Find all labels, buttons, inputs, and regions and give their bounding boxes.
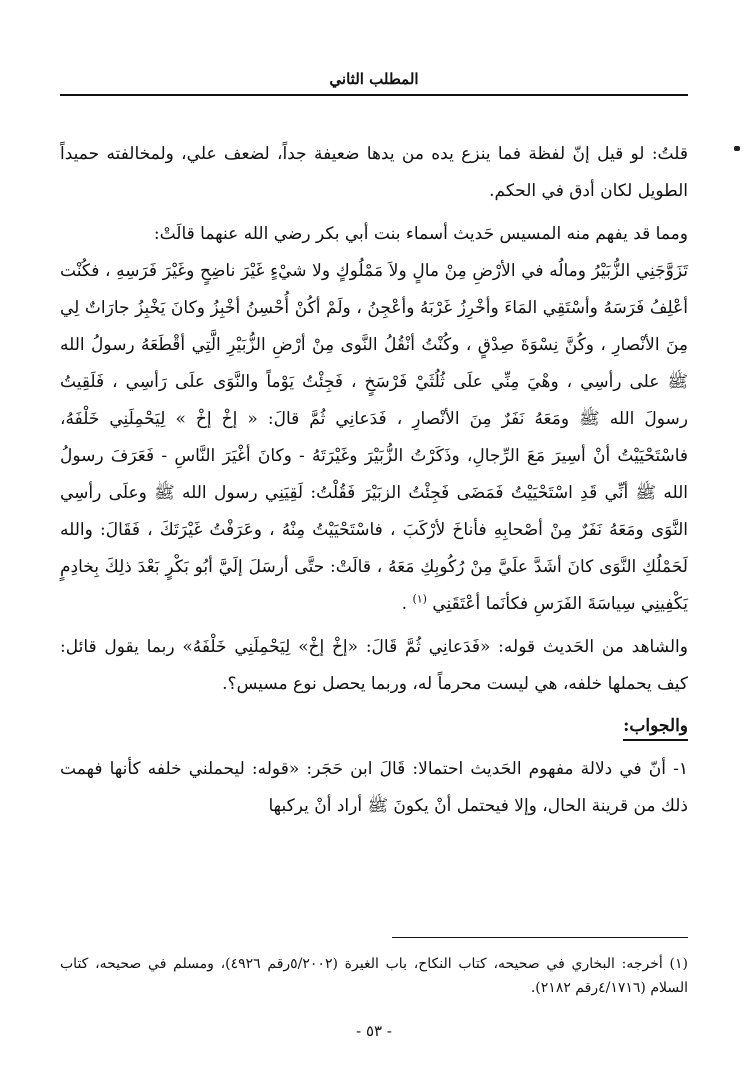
running-header-title: المطلب الثاني: [329, 70, 419, 88]
paragraph-answer-1: ١- أنّ في دلالة مفهوم الحَديث احتمالا: قَالَ ابن حَجَر: «قوله: ليحملني خلفه كأنها فهمت ذلك من قرينة الحال، وإلا فيحتمل أنْ يكونَ ﷺ أراد أنْ يركبها: [60, 759, 688, 816]
paragraph-hadith-intro: ومما قد يفهم منه المسيس حَديث أسماء بنت أبي بكر رضي الله عنهما قالَتْ:: [153, 224, 688, 244]
body-text: [60, 136, 688, 825]
header-rule: [60, 94, 688, 96]
paragraph-evidence: والشاهد من الحَديث قوله: «فَدَعانِي ثُمَّ قَالَ: «إخْ إخْ» لِيَحْمِلَنِي خَلْفَهُ» ربما يقول قائل: كيف يحملها خلفه، هي ليست محرماً له، وربما يحصل نوع مسيس؟.: [60, 637, 688, 694]
page-number: - ٥٣ -: [356, 1022, 392, 1040]
footnote-text: (١) أخرجه: البخاري في صحيحه، كتاب النكاح، باب الغيرة (٥/٢٠٠٢رقم ٤٩٢٦)، ومسلم في صحيحه، كتاب السلام (٤/١٧١٦رقم ٢١٨٢).: [60, 956, 688, 996]
margin-mark: [734, 146, 740, 151]
answer-heading-wrap: [60, 703, 688, 751]
hadith-quote: تَزَوَّجَنِي الزُّبَيْرُ ومالُه في الأرْضِ مِنْ مالٍ ولاَ مَمْلُوكٍ ولا شيْءٍ غَيْرَ ناضِحٍ وغَيْرَ فَرَسِهِ ، فكُنْت أعْلِفُ فَرَسَهُ وأسْتَقِي المَاءَ وأخْرِزُ غَرْبَهُ وأعْجِنُ ، ولَمْ أكُنْ أُحْسِنُ أخْبِزُ وكانَ يَخْبِزُ جارَاتٌ لِي مِنَ الأنْصارِ ، وكُنَّ نِسْوَةَ صِدْقٍ ، وكُنْتُ أنْقُلُ النَّوى مِنْ أرْضِ الزُّبَيْرِ الَّتِي أقْطَعَهُ رسولُ الله ﷺ على رأسِي ، وهْيَ مِنِّي علَى ثُلُثَيْ فَرْسَخٍ ، فَجِئْتُ يَوْماً والنَّوَى علَى رَأسِي ، فَلَقِيتُ رسولَ الله ﷺ ومَعَهُ نَفَرٌ مِنَ الأنْصارِ ، فَدَعانِي ثُمَّ قالَ: « إخْ إخْ » لِيَحْمِلَنِي خَلْفَهُ، فاسْتَحْيَيْتُ أنْ أسِيرَ مَعَ الرِّجالِ، وذَكَرْتُ الزُّبَيْرَ وغَيْرَتَهُ - وكانَ أغْيَرَ النَّاسِ - فَعَرَفَ رسولُ الله ﷺ أنِّي قَدِ اسْتَحْيَيْتُ فَمَضَى فَجِئْتُ الزبَيْرَ فَقُلْتُ: لَقِيَنِي رسول الله ﷺ وعلَى رأسِي النَّوَى ومَعَهُ نَفَرٌ مِنْ أصْحابِهِ فأناخَ لأرْكَبَ ، فاسْتَحْيَيْتُ مِنْهُ ، وعَرَفْتُ غَيْرَتَكَ ، فَقَالَ: والله لَحَمْلُكِ النَّوَى كانَ أشَدَّ علَيَّ مِنْ رُكُوبِكِ مَعَهُ ، قالَتْ: حتَّى أرسَلَ إلَيَّ أبُو بَكْرٍ بَعْدَ ذلِكَ بِخادِمٍ يَكْفِينِي سِياسَةَ الفَرَسِ فكأنَما أعْتَقَنِي $^{(١)}$ .: [60, 261, 688, 614]
paragraph-comment: قلتُ: لو قيل إنّ لفظة فما ينزع يده من يدها ضعيفة جداً، لضعف علي، ولمخالفته حميداً الطويل لكان أدق في الحكم.: [60, 144, 688, 201]
hadith-quote-text: تَزَوَّجَنِي الزُّبَيْرُ ومالُه في الأرْضِ مِنْ مالٍ ولاَ مَمْلُوكٍ ولا شيْءٍ غَيْرَ ناضِحٍ وغَيْرَ فَرَسِهِ ، فكُنْت أعْلِفُ فَرَسَهُ وأسْتَقِي المَاءَ وأخْرِزُ غَرْبَهُ وأعْجِنُ ، ولَمْ أكُنْ أُحْسِنُ أخْبِزُ وكانَ يَخْبِزُ جارَاتٌ لِي مِنَ الأنْصارِ ، وكُنَّ نِسْوَةَ صِدْقٍ ، وكُنْتُ أنْقُلُ النَّوى مِنْ أرْضِ الزُّبَيْرِ الَّتِي أقْطَعَهُ رسولُ الله ﷺ على رأسِي ، وهْيَ مِنِّي علَى ثُلُثَيْ فَرْسَخٍ ، فَجِئْتُ يَوْماً والنَّوَى علَى رَأسِي ، فَلَقِيتُ رسولَ الله ﷺ ومَعَهُ نَفَرٌ مِنَ الأنْصارِ ، فَدَعانِي ثُمَّ قالَ: « إخْ إخْ » لِيَحْمِلَنِي خَلْفَهُ، فاسْتَحْيَيْتُ أنْ أسِيرَ مَعَ الرِّجالِ، وذَكَرْتُ الزُّبَيْرَ وغَيْرَتَهُ - وكانَ أغْيَرَ النَّاسِ - فَعَرَفَ رسولُ الله ﷺ أنِّي قَدِ اسْتَحْيَيْتُ فَمَضَى فَجِئْتُ الزبَيْرَ فَقُلْتُ: لَقِيَنِي رسول الله ﷺ وعلَى رأسِي النَّوَى ومَعَهُ نَفَرٌ مِنْ أصْحابِهِ فأناخَ لأرْكَبَ ، فاسْتَحْيَيْتُ مِنْهُ ، وعَرَفْتُ غَيْرَتَكَ ، فَقَالَ: والله لَحَمْلُكِ النَّوَى كانَ أشَدَّ علَيَّ مِنْ رُكُوبِكِ مَعَهُ ، قالَتْ: حتَّى أرسَلَ إلَيَّ أبُو بَكْرٍ بَعْدَ ذلِكَ بِخادِمٍ يَكْفِينِي سِياسَةَ الفَرَسِ فكأنَما أعْتَقَنِي: [60, 261, 688, 614]
answer-heading: والجواب:: [623, 713, 688, 741]
footnote-rule: [392, 937, 688, 938]
footnote: [60, 952, 688, 1000]
footnote-reference: (١): [412, 592, 427, 606]
